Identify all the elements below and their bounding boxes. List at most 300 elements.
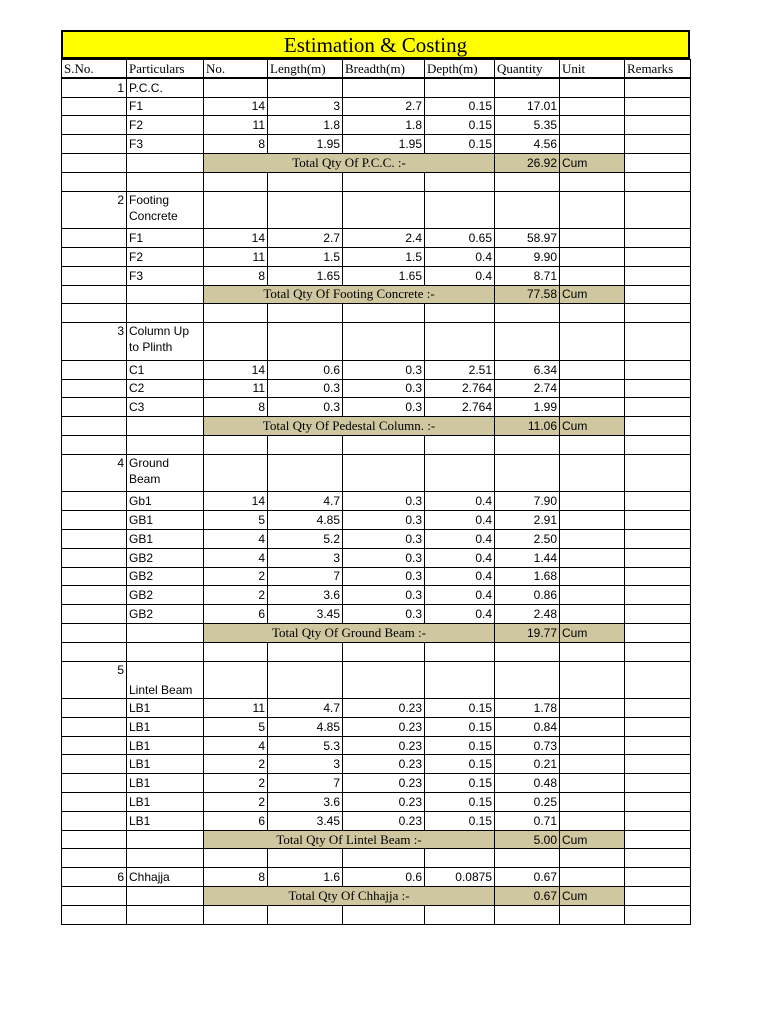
empty-cell — [343, 304, 425, 323]
sno-cell — [62, 755, 127, 774]
sno-cell — [62, 97, 127, 116]
empty-cell — [625, 172, 691, 191]
particulars-cell: GB2 — [127, 605, 204, 624]
section-header-row — [62, 661, 691, 699]
empty-cell — [495, 435, 560, 454]
no-cell: 6 — [204, 605, 268, 624]
empty-cell — [204, 435, 268, 454]
empty-cell — [62, 435, 127, 454]
spacer-row — [62, 304, 691, 323]
empty-cell — [343, 454, 425, 492]
empty-cell — [495, 304, 560, 323]
sno-cell — [62, 398, 127, 417]
total-unit: Cum — [560, 623, 625, 642]
particulars-cell: LB1 — [127, 793, 204, 812]
quantity-cell: 4.56 — [495, 135, 560, 154]
unit-cell — [560, 548, 625, 567]
empty-cell — [204, 323, 268, 361]
header-length: Length(m) — [268, 60, 343, 79]
empty-cell — [127, 172, 204, 191]
particulars-cell: Gb1 — [127, 492, 204, 511]
no-cell: 4 — [204, 548, 268, 567]
depth-cell: 2.51 — [425, 360, 495, 379]
no-cell: 2 — [204, 793, 268, 812]
breadth-cell: 0.3 — [343, 605, 425, 624]
section-name: P.C.C. — [127, 78, 204, 97]
length-cell: 1.6 — [268, 868, 343, 887]
quantity-cell: 0.73 — [495, 736, 560, 755]
remarks-cell — [625, 529, 691, 548]
remarks-cell — [625, 887, 691, 906]
table-body — [62, 78, 691, 924]
remarks-cell — [625, 97, 691, 116]
total-label: Total Qty Of Pedestal Column. :- — [204, 417, 495, 436]
empty-cell — [625, 905, 691, 924]
header-no: No. — [204, 60, 268, 79]
breadth-cell: 0.3 — [343, 529, 425, 548]
remarks-cell — [625, 266, 691, 285]
unit-cell — [560, 398, 625, 417]
empty-cell — [62, 153, 127, 172]
depth-cell: 2.764 — [425, 398, 495, 417]
total-row — [62, 417, 691, 436]
empty-cell — [127, 830, 204, 849]
header-sno: S.No. — [62, 60, 127, 79]
total-unit: Cum — [560, 417, 625, 436]
length-cell: 4.7 — [268, 492, 343, 511]
unit-cell — [560, 736, 625, 755]
remarks-cell — [625, 247, 691, 266]
unit-cell — [560, 529, 625, 548]
table-row — [62, 548, 691, 567]
unit-cell — [560, 116, 625, 135]
no-cell: 5 — [204, 717, 268, 736]
particulars-cell: F2 — [127, 116, 204, 135]
empty-cell — [268, 661, 343, 699]
empty-cell — [127, 905, 204, 924]
quantity-cell: 0.71 — [495, 811, 560, 830]
empty-cell — [560, 905, 625, 924]
remarks-cell — [625, 868, 691, 887]
empty-cell — [343, 78, 425, 97]
table-row — [62, 247, 691, 266]
length-cell: 0.3 — [268, 398, 343, 417]
unit-cell — [560, 755, 625, 774]
unit-cell — [560, 567, 625, 586]
section-name: Ground Beam — [127, 454, 204, 492]
length-cell: 4.85 — [268, 511, 343, 530]
length-cell: 2.7 — [268, 229, 343, 248]
breadth-cell: 0.3 — [343, 548, 425, 567]
empty-cell — [204, 642, 268, 661]
empty-cell — [204, 191, 268, 229]
empty-cell — [425, 642, 495, 661]
spreadsheet — [61, 30, 690, 925]
remarks-cell — [625, 567, 691, 586]
remarks-cell — [625, 736, 691, 755]
empty-cell — [268, 323, 343, 361]
remarks-cell — [625, 755, 691, 774]
empty-cell — [62, 417, 127, 436]
depth-cell: 0.4 — [425, 548, 495, 567]
depth-cell: 0.65 — [425, 229, 495, 248]
remarks-cell — [625, 511, 691, 530]
particulars-cell: LB1 — [127, 717, 204, 736]
empty-cell — [560, 323, 625, 361]
remarks-cell — [625, 793, 691, 812]
depth-cell: 0.15 — [425, 699, 495, 718]
empty-cell — [62, 642, 127, 661]
depth-cell: 0.15 — [425, 811, 495, 830]
remarks-cell — [625, 699, 691, 718]
empty-cell — [343, 323, 425, 361]
empty-cell — [62, 887, 127, 906]
depth-cell: 0.4 — [425, 567, 495, 586]
remarks-cell — [625, 548, 691, 567]
breadth-cell: 1.95 — [343, 135, 425, 154]
particulars-cell: LB1 — [127, 736, 204, 755]
quantity-cell: 9.90 — [495, 247, 560, 266]
depth-cell: 0.15 — [425, 135, 495, 154]
length-cell: 4.85 — [268, 717, 343, 736]
empty-cell — [62, 623, 127, 642]
table-row — [62, 717, 691, 736]
empty-cell — [268, 172, 343, 191]
section-name: Lintel Beam — [127, 661, 204, 699]
section-name: Footing Concrete — [127, 191, 204, 229]
depth-cell: 0.15 — [425, 717, 495, 736]
remarks-cell — [625, 623, 691, 642]
table-row — [62, 811, 691, 830]
length-cell: 3.45 — [268, 811, 343, 830]
total-label: Total Qty Of Footing Concrete :- — [204, 285, 495, 304]
length-cell: 3 — [268, 97, 343, 116]
particulars-cell: F1 — [127, 97, 204, 116]
total-unit: Cum — [560, 830, 625, 849]
empty-cell — [127, 887, 204, 906]
length-cell: 5.3 — [268, 736, 343, 755]
empty-cell — [127, 285, 204, 304]
empty-cell — [425, 905, 495, 924]
remarks-cell — [625, 398, 691, 417]
unit-cell — [560, 266, 625, 285]
particulars-cell: F1 — [127, 229, 204, 248]
table-row — [62, 567, 691, 586]
table-row — [62, 755, 691, 774]
empty-cell — [127, 642, 204, 661]
empty-cell — [268, 435, 343, 454]
empty-cell — [560, 435, 625, 454]
particulars-cell: C3 — [127, 398, 204, 417]
table-row — [62, 266, 691, 285]
unit-cell — [560, 605, 625, 624]
sno-cell — [62, 529, 127, 548]
sno-cell — [62, 586, 127, 605]
empty-cell — [268, 849, 343, 868]
particulars-cell: GB1 — [127, 511, 204, 530]
spacer-row — [62, 172, 691, 191]
total-row — [62, 285, 691, 304]
breadth-cell: 0.3 — [343, 567, 425, 586]
quantity-cell: 5.35 — [495, 116, 560, 135]
empty-cell — [495, 78, 560, 97]
quantity-cell: 0.21 — [495, 755, 560, 774]
empty-cell — [204, 661, 268, 699]
no-cell: 6 — [204, 811, 268, 830]
header-depth: Depth(m) — [425, 60, 495, 79]
depth-cell: 2.764 — [425, 379, 495, 398]
empty-cell — [495, 642, 560, 661]
empty-cell — [127, 304, 204, 323]
section-number: 5 — [62, 661, 127, 699]
breadth-cell: 0.3 — [343, 398, 425, 417]
quantity-cell: 2.50 — [495, 529, 560, 548]
particulars-cell: GB2 — [127, 548, 204, 567]
header-remarks: Remarks — [625, 60, 691, 79]
quantity-cell: 1.44 — [495, 548, 560, 567]
unit-cell — [560, 511, 625, 530]
empty-cell — [343, 191, 425, 229]
empty-cell — [625, 642, 691, 661]
total-quantity: 19.77 — [495, 623, 560, 642]
particulars-cell: LB1 — [127, 699, 204, 718]
particulars-cell: F3 — [127, 135, 204, 154]
quantity-cell: 0.86 — [495, 586, 560, 605]
breadth-cell: 0.23 — [343, 736, 425, 755]
sno-cell — [62, 736, 127, 755]
empty-cell — [625, 78, 691, 97]
length-cell: 3 — [268, 548, 343, 567]
depth-cell: 0.4 — [425, 605, 495, 624]
empty-cell — [495, 661, 560, 699]
total-row — [62, 623, 691, 642]
unit-cell — [560, 360, 625, 379]
section-header-row — [62, 191, 691, 229]
sno-cell — [62, 247, 127, 266]
remarks-cell — [625, 360, 691, 379]
depth-cell: 0.4 — [425, 492, 495, 511]
remarks-cell — [625, 586, 691, 605]
particulars-cell: GB2 — [127, 567, 204, 586]
empty-cell — [343, 849, 425, 868]
empty-cell — [62, 172, 127, 191]
section-number: 3 — [62, 323, 127, 361]
table-row — [62, 360, 691, 379]
length-cell: 4.7 — [268, 699, 343, 718]
sno-cell — [62, 793, 127, 812]
section-number: 4 — [62, 454, 127, 492]
section-row — [62, 868, 691, 887]
depth-cell: 0.0875 — [425, 868, 495, 887]
empty-cell — [268, 78, 343, 97]
empty-cell — [204, 304, 268, 323]
empty-cell — [625, 849, 691, 868]
breadth-cell: 1.5 — [343, 247, 425, 266]
remarks-cell — [625, 135, 691, 154]
section-number: 2 — [62, 191, 127, 229]
breadth-cell: 0.3 — [343, 492, 425, 511]
no-cell: 11 — [204, 699, 268, 718]
total-quantity: 26.92 — [495, 153, 560, 172]
section-header-row — [62, 78, 691, 97]
length-cell: 1.95 — [268, 135, 343, 154]
sno-cell — [62, 379, 127, 398]
empty-cell — [62, 285, 127, 304]
no-cell: 11 — [204, 116, 268, 135]
empty-cell — [127, 417, 204, 436]
table-row — [62, 586, 691, 605]
table-row — [62, 97, 691, 116]
no-cell: 8 — [204, 266, 268, 285]
breadth-cell: 2.7 — [343, 97, 425, 116]
remarks-cell — [625, 417, 691, 436]
quantity-cell: 1.99 — [495, 398, 560, 417]
no-cell: 14 — [204, 492, 268, 511]
particulars-cell: C1 — [127, 360, 204, 379]
table-row — [62, 774, 691, 793]
empty-cell — [268, 191, 343, 229]
breadth-cell: 0.23 — [343, 755, 425, 774]
no-cell: 4 — [204, 736, 268, 755]
empty-cell — [560, 849, 625, 868]
length-cell: 7 — [268, 774, 343, 793]
empty-cell — [343, 435, 425, 454]
sno-cell — [62, 116, 127, 135]
empty-cell — [560, 78, 625, 97]
no-cell: 14 — [204, 229, 268, 248]
empty-cell — [343, 905, 425, 924]
empty-cell — [625, 435, 691, 454]
empty-cell — [127, 623, 204, 642]
quantity-cell: 0.84 — [495, 717, 560, 736]
total-row — [62, 887, 691, 906]
length-cell: 1.65 — [268, 266, 343, 285]
table-row — [62, 699, 691, 718]
unit-cell — [560, 774, 625, 793]
quantity-cell: 2.74 — [495, 379, 560, 398]
spacer-row — [62, 849, 691, 868]
breadth-cell: 0.6 — [343, 868, 425, 887]
spacer-row — [62, 642, 691, 661]
length-cell: 3.6 — [268, 793, 343, 812]
breadth-cell: 0.23 — [343, 717, 425, 736]
empty-cell — [625, 191, 691, 229]
unit-cell — [560, 793, 625, 812]
empty-cell — [495, 191, 560, 229]
sno-cell — [62, 492, 127, 511]
empty-cell — [625, 661, 691, 699]
section-number: 6 — [62, 868, 127, 887]
quantity-cell: 2.48 — [495, 605, 560, 624]
unit-cell — [560, 699, 625, 718]
depth-cell: 0.15 — [425, 793, 495, 812]
no-cell: 2 — [204, 774, 268, 793]
remarks-cell — [625, 379, 691, 398]
breadth-cell: 0.3 — [343, 511, 425, 530]
empty-cell — [495, 323, 560, 361]
depth-cell: 0.4 — [425, 247, 495, 266]
unit-cell — [560, 97, 625, 116]
no-cell: 2 — [204, 755, 268, 774]
quantity-cell: 7.90 — [495, 492, 560, 511]
length-cell: 7 — [268, 567, 343, 586]
sno-cell — [62, 360, 127, 379]
quantity-cell: 1.68 — [495, 567, 560, 586]
empty-cell — [560, 642, 625, 661]
breadth-cell: 1.8 — [343, 116, 425, 135]
empty-cell — [62, 849, 127, 868]
table-row — [62, 529, 691, 548]
empty-cell — [343, 642, 425, 661]
depth-cell: 0.4 — [425, 586, 495, 605]
sno-cell — [62, 548, 127, 567]
no-cell: 14 — [204, 97, 268, 116]
empty-cell — [425, 78, 495, 97]
remarks-cell — [625, 717, 691, 736]
quantity-cell: 1.78 — [495, 699, 560, 718]
table-row — [62, 398, 691, 417]
length-cell: 5.2 — [268, 529, 343, 548]
empty-cell — [62, 905, 127, 924]
depth-cell: 0.15 — [425, 755, 495, 774]
depth-cell: 0.4 — [425, 529, 495, 548]
length-cell: 0.3 — [268, 379, 343, 398]
sno-cell — [62, 699, 127, 718]
quantity-cell: 0.48 — [495, 774, 560, 793]
empty-cell — [495, 849, 560, 868]
section-number: 1 — [62, 78, 127, 97]
breadth-cell: 0.23 — [343, 793, 425, 812]
estimation-table — [61, 59, 691, 925]
unit-cell — [560, 379, 625, 398]
remarks-cell — [625, 811, 691, 830]
unit-cell — [560, 868, 625, 887]
no-cell: 8 — [204, 398, 268, 417]
length-cell: 3.6 — [268, 586, 343, 605]
empty-cell — [560, 454, 625, 492]
section-name: Column Up to Plinth — [127, 323, 204, 361]
quantity-cell: 2.91 — [495, 511, 560, 530]
total-unit: Cum — [560, 887, 625, 906]
empty-cell — [425, 172, 495, 191]
no-cell: 4 — [204, 529, 268, 548]
section-header-row — [62, 323, 691, 361]
quantity-cell: 0.25 — [495, 793, 560, 812]
quantity-cell: 0.67 — [495, 868, 560, 887]
empty-cell — [343, 172, 425, 191]
depth-cell: 0.4 — [425, 266, 495, 285]
empty-cell — [425, 304, 495, 323]
breadth-cell: 2.4 — [343, 229, 425, 248]
empty-cell — [204, 454, 268, 492]
total-unit: Cum — [560, 285, 625, 304]
empty-cell — [495, 172, 560, 191]
total-row — [62, 153, 691, 172]
length-cell: 1.5 — [268, 247, 343, 266]
particulars-cell: GB1 — [127, 529, 204, 548]
table-row — [62, 116, 691, 135]
empty-cell — [425, 323, 495, 361]
remarks-cell — [625, 229, 691, 248]
unit-cell — [560, 135, 625, 154]
sno-cell — [62, 605, 127, 624]
particulars-cell: F3 — [127, 266, 204, 285]
empty-cell — [425, 661, 495, 699]
unit-cell — [560, 811, 625, 830]
quantity-cell: 17.01 — [495, 97, 560, 116]
empty-cell — [127, 153, 204, 172]
no-cell: 2 — [204, 567, 268, 586]
